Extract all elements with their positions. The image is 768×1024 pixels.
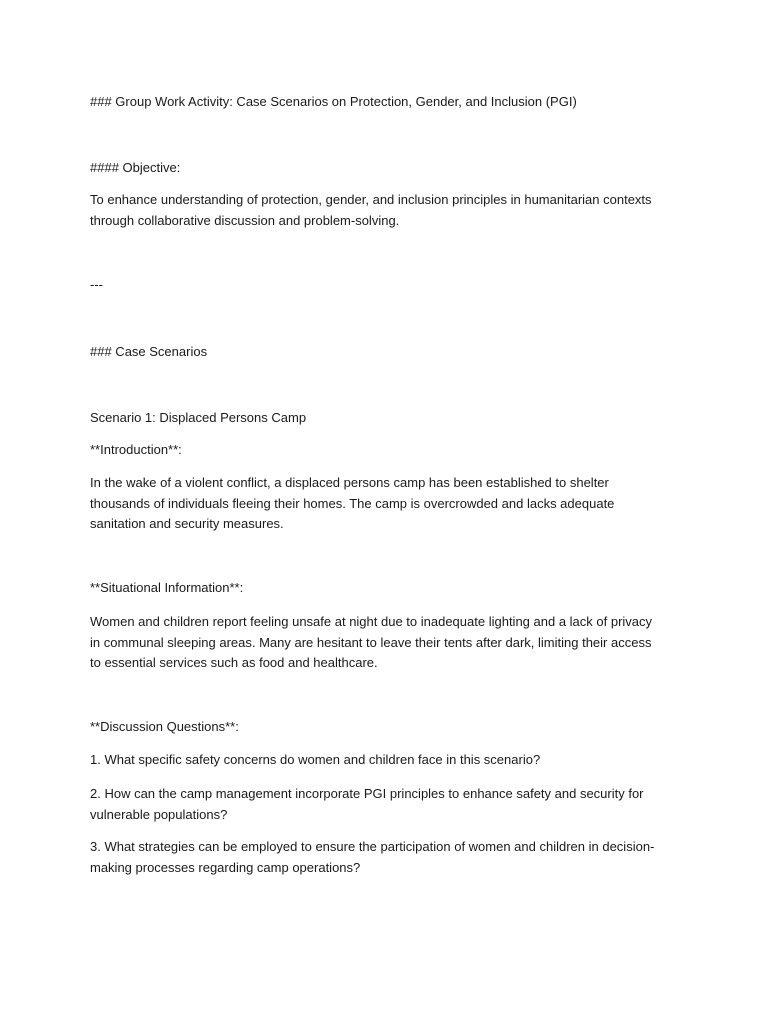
- discussion-questions-heading: **Discussion Questions**:: [90, 719, 239, 734]
- objective-text: To enhance understanding of protection, gender, and inclusion principles in humanitarian contexts through collaborative discussion and problem-solving.: [90, 192, 652, 228]
- discussion-question-3: 3. What strategies can be employed to ensure the participation of women and children in decision-making processes regarding camp operations?: [90, 839, 655, 875]
- introduction-text: In the wake of a violent conflict, a displaced persons camp has been established to shelter thousands of individuals fleeing their homes. The camp is overcrowded and lacks adequate sanitation and security measures.: [90, 475, 615, 531]
- discussion-question-1: 1. What specific safety concerns do women and children face in this scenario?: [90, 752, 541, 767]
- objective-heading: #### Objective:: [90, 160, 181, 175]
- discussion-question-2: 2. How can the camp management incorporate PGI principles to enhance safety and security for vulnerable populations?: [90, 786, 644, 822]
- situational-information-text: Women and children report feeling unsafe at night due to inadequate lighting and a lack of privacy in communal sleeping areas. Many are hesitant to leave their tents after dark, limiting their access to essential services such as food and healthcare.: [90, 614, 653, 670]
- scenario-title: Scenario 1: Displaced Persons Camp: [90, 410, 307, 425]
- document-title: ### Group Work Activity: Case Scenarios on Protection, Gender, and Inclusion (PGI): [90, 94, 577, 109]
- situational-information-heading: **Situational Information**:: [90, 580, 244, 595]
- introduction-heading: **Introduction**:: [90, 442, 182, 457]
- separator: ---: [90, 277, 103, 292]
- case-scenarios-heading: ### Case Scenarios: [90, 344, 208, 359]
